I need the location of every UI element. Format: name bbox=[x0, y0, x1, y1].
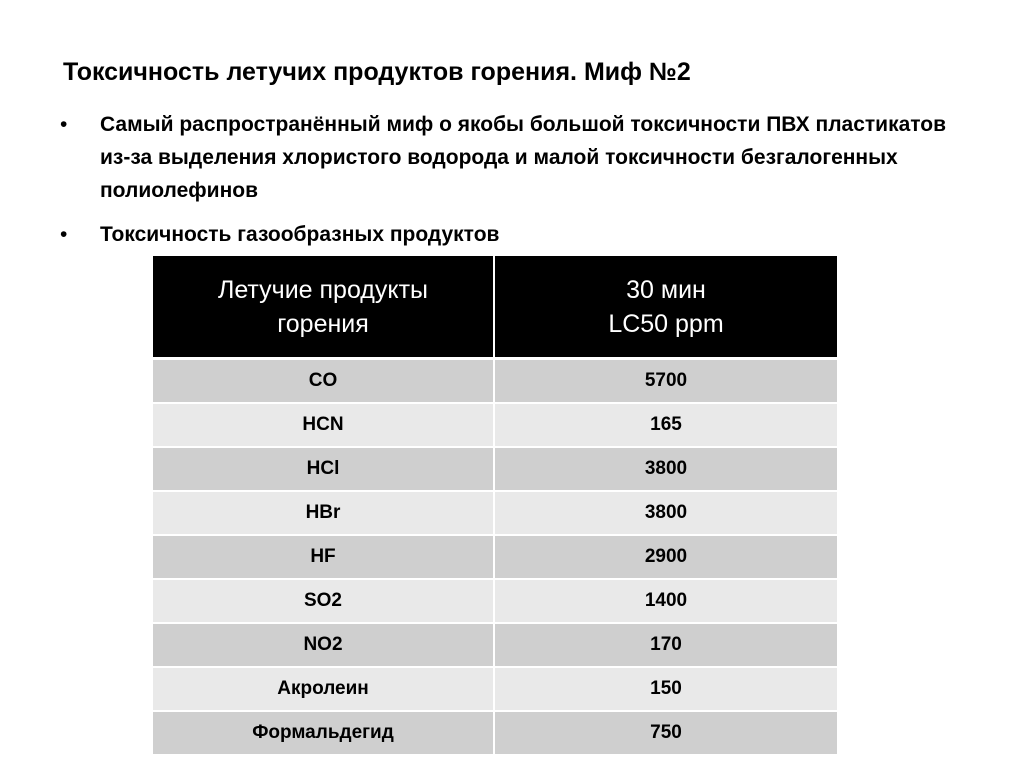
header-line: Летучие продукты bbox=[217, 275, 429, 304]
toxicity-table bbox=[153, 256, 837, 756]
cell-lc50-value: 5700 bbox=[494, 359, 837, 404]
cell-product: Формальдегид bbox=[153, 711, 494, 755]
cell-lc50-value: 150 bbox=[494, 667, 837, 711]
table-row bbox=[153, 535, 837, 579]
header-line: 30 мин bbox=[626, 275, 706, 304]
table-row bbox=[153, 359, 837, 404]
cell-lc50-value: 3800 bbox=[494, 447, 837, 491]
cell-product: HCN bbox=[153, 403, 494, 447]
cell-product: HCl bbox=[153, 447, 494, 491]
table-row bbox=[153, 491, 837, 535]
table-header-row bbox=[153, 256, 837, 359]
slide-title: Токсичность летучих продуктов горения. Миф №2 bbox=[63, 58, 691, 86]
cell-lc50-value: 750 bbox=[494, 711, 837, 755]
column-header-lc50 bbox=[494, 256, 837, 359]
header-line: LC50 ppm bbox=[608, 309, 724, 338]
cell-lc50-value: 1400 bbox=[494, 579, 837, 623]
cell-product: NO2 bbox=[153, 623, 494, 667]
cell-product: HF bbox=[153, 535, 494, 579]
column-header-product bbox=[153, 256, 494, 359]
bullet-list bbox=[58, 108, 958, 251]
table-body bbox=[153, 359, 837, 756]
bullet-text: Самый распространённый миф о якобы большой токсичности ПВХ пластикатов из-за выделения хлористого водорода и малой токсичности безгалогенных полиолефинов bbox=[100, 113, 947, 202]
table-row bbox=[153, 579, 837, 623]
cell-product: SO2 bbox=[153, 579, 494, 623]
table-row bbox=[153, 447, 837, 491]
cell-product: CO bbox=[153, 359, 494, 404]
bullet-text: Токсичность газообразных продуктов bbox=[100, 223, 500, 246]
bullet-marker: • bbox=[60, 113, 68, 136]
bullet-marker: • bbox=[60, 223, 68, 246]
cell-lc50-value: 3800 bbox=[494, 491, 837, 535]
cell-lc50-value: 2900 bbox=[494, 535, 837, 579]
cell-lc50-value: 170 bbox=[494, 623, 837, 667]
cell-lc50-value: 165 bbox=[494, 403, 837, 447]
cell-product: Акролеин bbox=[153, 667, 494, 711]
bullet-item bbox=[58, 108, 958, 207]
table-row bbox=[153, 667, 837, 711]
header-line: горения bbox=[277, 309, 369, 338]
bullet-item bbox=[58, 218, 958, 251]
table-row bbox=[153, 711, 837, 755]
table-row bbox=[153, 623, 837, 667]
cell-product: HBr bbox=[153, 491, 494, 535]
table-row bbox=[153, 403, 837, 447]
table-header bbox=[153, 256, 837, 359]
